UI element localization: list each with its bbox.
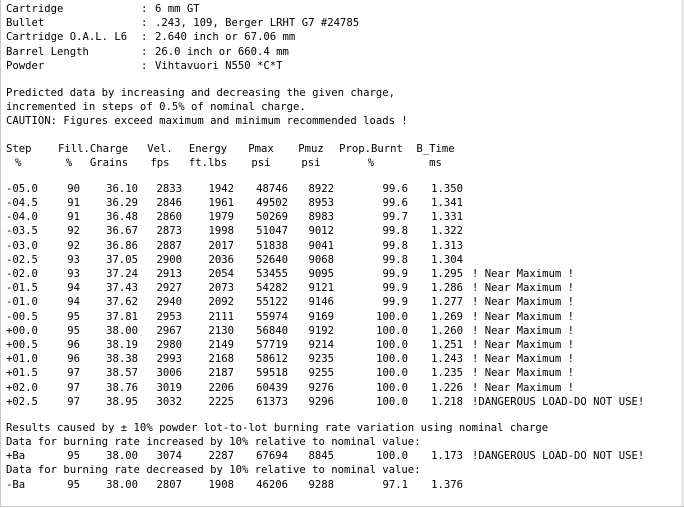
burn-time-cell: 1.331	[431, 211, 463, 224]
energy-cell: 2287	[208, 450, 234, 463]
warning-cell: ! Near Maximum !	[472, 367, 575, 380]
prop-burnt-cell: 99.7	[382, 211, 408, 224]
fill-cell: 91	[67, 197, 80, 210]
prop-burnt-cell: 100.0	[376, 395, 408, 408]
charge-cell: 36.86	[106, 239, 138, 252]
table-row	[6, 224, 682, 238]
cartridge-info	[6, 2, 682, 73]
table-row	[6, 182, 682, 196]
fill-cell: 96	[67, 353, 80, 366]
increased-row-container	[6, 449, 682, 463]
energy-cell: 1942	[208, 182, 234, 195]
pmax-cell: 46206	[256, 478, 288, 491]
step-cell: +01.5	[6, 367, 38, 380]
charge-cell: 38.76	[106, 381, 138, 394]
burn-time-cell: 1.304	[431, 253, 463, 266]
step-cell: -01.5	[6, 282, 38, 295]
decreased-row-container	[6, 478, 682, 492]
prop-burnt-cell: 100.0	[376, 324, 408, 337]
velocity-cell: 2900	[156, 253, 182, 266]
pmuz-cell: 9214	[308, 338, 334, 351]
energy-cell: 2073	[208, 282, 234, 295]
warning-cell: ! Near Maximum !	[472, 353, 575, 366]
fill-cell: 95	[67, 478, 80, 491]
warning-cell	[463, 182, 590, 196]
energy-cell: 1908	[208, 478, 234, 491]
increased-label: Data for burning rate increased by 10% relative to nominal value:	[6, 436, 421, 449]
energy-cell: 2017	[208, 239, 234, 252]
warning-cell	[463, 478, 590, 492]
energy-cell: 2187	[208, 367, 234, 380]
burn-time-cell: 1.260	[431, 324, 463, 337]
burn-time-cell: 1.226	[431, 381, 463, 394]
fill-cell: 96	[67, 338, 80, 351]
warning-cell: ! Near Maximum !	[472, 338, 575, 351]
velocity-cell: 3032	[156, 395, 182, 408]
energy-cell: 1961	[208, 197, 234, 210]
step-cell: -00.5	[6, 310, 38, 323]
fill-cell: 95	[67, 310, 80, 323]
table-units: % % Grains fps ft.lbs psi psi % ms	[15, 156, 442, 169]
pmuz-cell: 9068	[308, 253, 334, 266]
step-cell: -02.5	[6, 253, 38, 266]
table-body	[6, 182, 682, 409]
step-cell: +00.0	[6, 324, 38, 337]
warning-cell	[463, 224, 590, 238]
energy-cell: 2111	[208, 310, 234, 323]
decreased-label: Data for burning rate decreased by 10% relative to nominal value:	[6, 464, 421, 477]
notes	[6, 86, 682, 129]
results-title: Results caused by ± 10% powder lot-to-lot burning rate variation using nominal charge	[6, 421, 549, 434]
energy-cell: 2206	[208, 381, 234, 394]
increased-row	[6, 449, 682, 463]
step-cell: +00.5	[6, 338, 38, 351]
fill-cell: 97	[67, 395, 80, 408]
table-row	[6, 281, 682, 295]
table-header: Step Fill. Charge Vel. Energy Pmax Pmuz Prop.Burnt B_Time	[6, 142, 455, 155]
prop-burnt-cell: 99.8	[382, 239, 408, 252]
prop-burnt-cell: 97.1	[382, 478, 408, 491]
pmuz-cell: 8845	[308, 450, 334, 463]
velocity-cell: 2993	[156, 353, 182, 366]
pmax-cell: 51838	[256, 239, 288, 252]
charge-cell: 36.10	[106, 182, 138, 195]
pmuz-cell: 8922	[308, 182, 334, 195]
pmuz-cell: 9235	[308, 353, 334, 366]
velocity-cell: 2940	[156, 296, 182, 309]
info-barrel-length: Barrel Length : 26.0 inch or 660.4 mm	[6, 45, 289, 58]
info-bullet: Bullet : .243, 109, Berger LRHT G7 #24785	[6, 17, 360, 30]
velocity-cell: 2833	[156, 182, 182, 195]
charge-cell: 36.29	[106, 197, 138, 210]
pmax-cell: 67694	[256, 450, 288, 463]
charge-cell: 37.62	[106, 296, 138, 309]
pmuz-cell: 8953	[308, 197, 334, 210]
pmuz-cell: 9296	[308, 395, 334, 408]
table-row	[6, 395, 682, 409]
velocity-cell: 2846	[156, 197, 182, 210]
charge-cell: 38.95	[106, 395, 138, 408]
velocity-cell: 3074	[156, 450, 182, 463]
warning-cell: ! Near Maximum !	[472, 282, 575, 295]
velocity-cell: 2967	[156, 324, 182, 337]
energy-cell: 2092	[208, 296, 234, 309]
charge-cell: 38.00	[106, 324, 138, 337]
prop-burnt-cell: 99.9	[382, 268, 408, 280]
prop-burnt-cell: 100.0	[376, 381, 408, 394]
burn-time-cell: 1.376	[431, 478, 463, 491]
table-row	[6, 324, 682, 338]
pmax-cell: 57719	[256, 338, 288, 351]
step-cell: -04.5	[6, 197, 38, 210]
velocity-cell: 2807	[156, 478, 182, 491]
table-row	[6, 253, 682, 267]
charge-cell: 37.24	[106, 268, 138, 280]
warning-cell	[463, 253, 590, 267]
pmuz-cell: 9169	[308, 310, 334, 323]
warning-cell: ! Near Maximum !	[472, 381, 575, 394]
velocity-cell: 3006	[156, 367, 182, 380]
prop-burnt-cell: 99.6	[382, 197, 408, 210]
note-line: incremented in steps of 0.5% of nominal charge.	[6, 101, 306, 114]
energy-cell: 2149	[208, 338, 234, 351]
pmax-cell: 61373	[256, 395, 288, 408]
velocity-cell: 2913	[156, 268, 182, 280]
warning-cell: ! Near Maximum !	[472, 296, 575, 309]
warning-cell: ! Near Maximum !	[472, 268, 575, 280]
fill-cell: 97	[67, 381, 80, 394]
burn-time-cell: 1.269	[431, 310, 463, 323]
pmax-cell: 50269	[256, 211, 288, 224]
prop-burnt-cell: 100.0	[376, 353, 408, 366]
output-text	[6, 2, 682, 492]
energy-cell: 2168	[208, 353, 234, 366]
energy-cell: 2036	[208, 253, 234, 266]
prop-burnt-cell: 99.9	[382, 296, 408, 309]
burn-time-cell: 1.350	[431, 182, 463, 195]
fill-cell: 94	[67, 296, 80, 309]
step-cell: +01.0	[6, 353, 38, 366]
step-cell: -03.5	[6, 225, 38, 238]
burn-time-cell: 1.251	[431, 338, 463, 351]
velocity-cell: 2873	[156, 225, 182, 238]
pmuz-cell: 9095	[308, 268, 334, 280]
warning-cell: ! Near Maximum !	[472, 310, 575, 323]
fill-cell: 91	[67, 211, 80, 224]
burn-time-cell: 1.235	[431, 367, 463, 380]
note-line: Predicted data by increasing and decreasing the given charge,	[6, 86, 396, 99]
step-cell: -02.0	[6, 268, 38, 280]
charge-cell: 38.00	[106, 450, 138, 463]
prop-burnt-cell: 99.8	[382, 225, 408, 238]
table-row	[6, 210, 682, 224]
pmuz-cell: 9012	[308, 225, 334, 238]
pmuz-cell: 8983	[308, 211, 334, 224]
burn-time-cell: 1.243	[431, 353, 463, 366]
prop-burnt-cell: 100.0	[376, 338, 408, 351]
table-row	[6, 239, 682, 253]
velocity-cell: 2980	[156, 338, 182, 351]
table-row	[6, 366, 682, 380]
warning-cell: !DANGEROUS LOAD-DO NOT USE!	[472, 395, 645, 408]
energy-cell: 1998	[208, 225, 234, 238]
table-row	[6, 352, 682, 366]
burn-time-cell: 1.322	[431, 225, 463, 238]
table-row	[6, 267, 682, 281]
info-powder: Powder : Vihtavuori N550 *C*T	[6, 59, 283, 72]
fill-cell: 93	[67, 268, 80, 280]
burn-time-cell: 1.286	[431, 282, 463, 295]
pmax-cell: 48746	[256, 182, 288, 195]
pmax-cell: 53455	[256, 268, 288, 280]
step-cell: +Ba	[6, 450, 26, 463]
charge-cell: 36.48	[106, 211, 138, 224]
charge-cell: 38.19	[106, 338, 138, 351]
charge-cell: 37.43	[106, 282, 138, 295]
pmuz-cell: 9255	[308, 367, 334, 380]
prop-burnt-cell: 100.0	[376, 310, 408, 323]
fill-cell: 92	[67, 225, 80, 238]
energy-cell: 1979	[208, 211, 234, 224]
warning-cell	[463, 196, 590, 210]
pmax-cell: 52640	[256, 253, 288, 266]
energy-cell: 2130	[208, 324, 234, 337]
charge-cell: 38.38	[106, 353, 138, 366]
fill-cell: 93	[67, 253, 80, 266]
info-oal: Cartridge O.A.L. L6 : 2.640 inch or 67.06 mm	[6, 31, 296, 44]
charge-cell: 36.67	[106, 225, 138, 238]
prop-burnt-cell: 99.6	[382, 182, 408, 195]
step-cell: -05.0	[6, 182, 38, 195]
pmax-cell: 56840	[256, 324, 288, 337]
table-row	[6, 196, 682, 210]
velocity-cell: 2887	[156, 239, 182, 252]
step-cell: -03.0	[6, 239, 38, 252]
pmuz-cell: 9146	[308, 296, 334, 309]
charge-cell: 38.00	[106, 478, 138, 491]
prop-burnt-cell: 99.9	[382, 282, 408, 295]
warning-cell: !DANGEROUS LOAD-DO NOT USE!	[472, 450, 645, 463]
energy-cell: 2054	[208, 268, 234, 280]
pmax-cell: 54282	[256, 282, 288, 295]
burn-time-cell: 1.277	[431, 296, 463, 309]
table-row	[6, 381, 682, 395]
pmax-cell: 55122	[256, 296, 288, 309]
fill-cell: 97	[67, 367, 80, 380]
charge-cell: 37.81	[106, 310, 138, 323]
table-row	[6, 338, 682, 352]
decreased-row	[6, 478, 682, 492]
burn-time-cell: 1.341	[431, 197, 463, 210]
energy-cell: 2225	[208, 395, 234, 408]
pmax-cell: 51047	[256, 225, 288, 238]
info-cartridge: Cartridge : 6 mm GT	[6, 3, 200, 15]
charge-cell: 37.05	[106, 253, 138, 266]
pmuz-cell: 9041	[308, 239, 334, 252]
table-row	[6, 310, 682, 324]
velocity-cell: 2860	[156, 211, 182, 224]
warning-cell: ! Near Maximum !	[472, 324, 575, 337]
table-row	[6, 295, 682, 309]
pmuz-cell: 9121	[308, 282, 334, 295]
velocity-cell: 3019	[156, 381, 182, 394]
fill-cell: 95	[67, 450, 80, 463]
pmax-cell: 59518	[256, 367, 288, 380]
warning-cell	[463, 210, 590, 224]
step-cell: -04.0	[6, 211, 38, 224]
step-cell: -Ba	[6, 478, 26, 491]
prop-burnt-cell: 99.8	[382, 253, 408, 266]
pmax-cell: 60439	[256, 381, 288, 394]
step-cell: -01.0	[6, 296, 38, 309]
pmax-cell: 55974	[256, 310, 288, 323]
pmuz-cell: 9276	[308, 381, 334, 394]
burn-time-cell: 1.313	[431, 239, 463, 252]
fill-cell: 95	[67, 324, 80, 337]
fill-cell: 94	[67, 282, 80, 295]
velocity-cell: 2927	[156, 282, 182, 295]
charge-cell: 38.57	[106, 367, 138, 380]
warning-cell	[463, 239, 590, 253]
burn-time-cell: 1.295	[431, 268, 463, 280]
burn-time-cell: 1.218	[431, 395, 463, 408]
pmuz-cell: 9192	[308, 324, 334, 337]
prop-burnt-cell: 100.0	[376, 367, 408, 380]
caution-line: CAUTION: Figures exceed maximum and minimum recommended loads !	[6, 115, 408, 128]
step-cell: +02.0	[6, 381, 38, 394]
fill-cell: 92	[67, 239, 80, 252]
step-cell: +02.5	[6, 395, 38, 408]
pmax-cell: 58612	[256, 353, 288, 366]
pmax-cell: 49502	[256, 197, 288, 210]
burn-time-cell: 1.173	[431, 450, 463, 463]
fill-cell: 90	[67, 182, 80, 195]
velocity-cell: 2953	[156, 310, 182, 323]
pmuz-cell: 9288	[308, 478, 334, 491]
prop-burnt-cell: 100.0	[376, 450, 408, 463]
